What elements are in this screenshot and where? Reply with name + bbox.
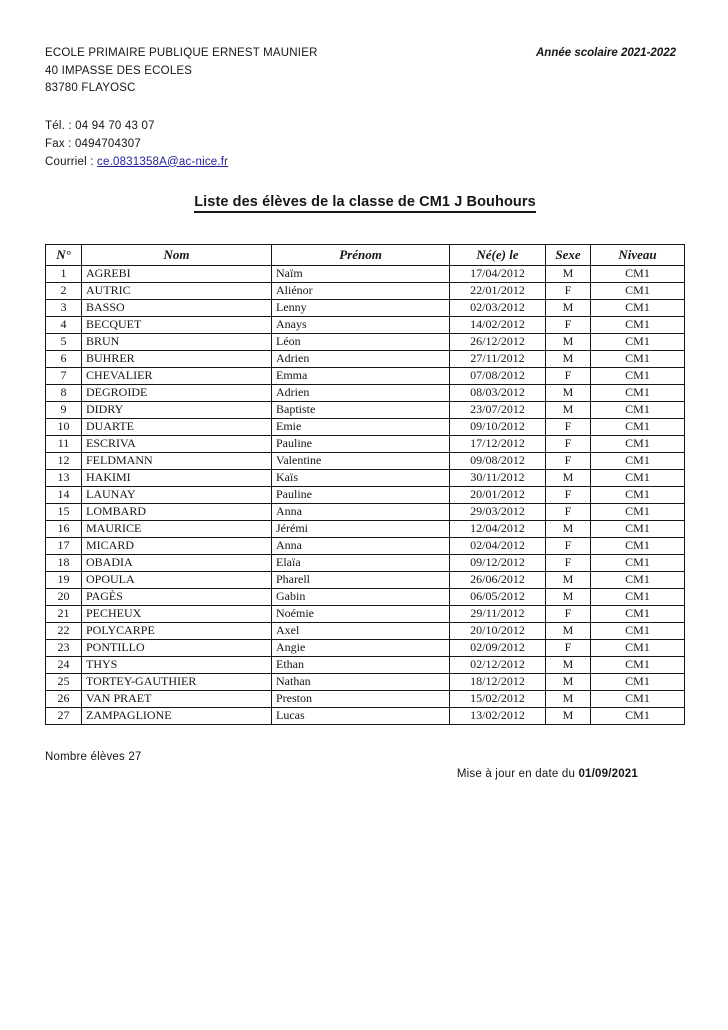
table-row xyxy=(46,639,685,656)
column-header-numero: N° xyxy=(46,244,82,265)
cell-nom: AGREBI xyxy=(82,265,272,282)
cell-prenom: Lenny xyxy=(272,299,450,316)
cell-niveau: CM1 xyxy=(591,452,685,469)
table-row xyxy=(46,350,685,367)
cell-ne-le: 23/07/2012 xyxy=(450,401,546,418)
cell-numero: 5 xyxy=(46,333,82,350)
table-row xyxy=(46,299,685,316)
cell-prenom: Kaïs xyxy=(272,469,450,486)
student-count: Nombre élèves 27 xyxy=(45,750,142,763)
cell-numero: 4 xyxy=(46,316,82,333)
cell-sexe: M xyxy=(546,299,591,316)
cell-sexe: F xyxy=(546,435,591,452)
cell-nom: DIDRY xyxy=(82,401,272,418)
table-row xyxy=(46,571,685,588)
cell-numero: 22 xyxy=(46,622,82,639)
table-row xyxy=(46,605,685,622)
fax-line: Fax : 0494704307 xyxy=(45,137,141,150)
cell-niveau: CM1 xyxy=(591,350,685,367)
cell-ne-le: 26/12/2012 xyxy=(450,333,546,350)
table-row xyxy=(46,520,685,537)
cell-nom: AUTRIC xyxy=(82,282,272,299)
cell-ne-le: 22/01/2012 xyxy=(450,282,546,299)
cell-niveau: CM1 xyxy=(591,333,685,350)
page-title: Liste des élèves de la classe de CM1 J Bouhours xyxy=(194,194,536,213)
email-line xyxy=(45,153,685,171)
cell-nom: PONTILLO xyxy=(82,639,272,656)
cell-numero: 18 xyxy=(46,554,82,571)
cell-niveau: CM1 xyxy=(591,418,685,435)
cell-niveau: CM1 xyxy=(591,690,685,707)
cell-sexe: F xyxy=(546,605,591,622)
table-row xyxy=(46,707,685,724)
document-header xyxy=(45,45,685,98)
cell-niveau: CM1 xyxy=(591,367,685,384)
column-header-ne-le: Né(e) le xyxy=(450,244,546,265)
cell-nom: ESCRIVA xyxy=(82,435,272,452)
table-row xyxy=(46,316,685,333)
table-row xyxy=(46,486,685,503)
table-row xyxy=(46,452,685,469)
page-content xyxy=(45,45,685,780)
cell-numero: 7 xyxy=(46,367,82,384)
cell-nom: CHEVALIER xyxy=(82,367,272,384)
cell-sexe: F xyxy=(546,486,591,503)
cell-prenom: Naïm xyxy=(272,265,450,282)
cell-niveau: CM1 xyxy=(591,384,685,401)
cell-prenom: Lucas xyxy=(272,707,450,724)
table-row xyxy=(46,673,685,690)
cell-ne-le: 30/11/2012 xyxy=(450,469,546,486)
cell-prenom: Elaïa xyxy=(272,554,450,571)
cell-numero: 20 xyxy=(46,588,82,605)
table-row xyxy=(46,503,685,520)
cell-ne-le: 29/03/2012 xyxy=(450,503,546,520)
header-row xyxy=(46,244,685,265)
column-header-niveau: Niveau xyxy=(591,244,685,265)
cell-sexe: M xyxy=(546,265,591,282)
cell-sexe: M xyxy=(546,622,591,639)
school-address-block xyxy=(45,45,318,98)
cell-nom: BECQUET xyxy=(82,316,272,333)
cell-ne-le: 17/04/2012 xyxy=(450,265,546,282)
cell-niveau: CM1 xyxy=(591,656,685,673)
cell-niveau: CM1 xyxy=(591,639,685,656)
cell-niveau: CM1 xyxy=(591,707,685,724)
cell-niveau: CM1 xyxy=(591,486,685,503)
cell-nom: LAUNAY xyxy=(82,486,272,503)
title-wrap xyxy=(45,193,685,213)
cell-numero: 21 xyxy=(46,605,82,622)
cell-numero: 1 xyxy=(46,265,82,282)
cell-nom: BRUN xyxy=(82,333,272,350)
students-table xyxy=(45,244,685,725)
cell-sexe: M xyxy=(546,707,591,724)
cell-niveau: CM1 xyxy=(591,605,685,622)
phone-line: Tél. : 04 94 70 43 07 xyxy=(45,119,155,132)
cell-prenom: Nathan xyxy=(272,673,450,690)
cell-numero: 26 xyxy=(46,690,82,707)
cell-numero: 3 xyxy=(46,299,82,316)
cell-sexe: F xyxy=(546,554,591,571)
email-label: Courriel : xyxy=(45,155,98,168)
updated-date: 01/09/2021 xyxy=(578,767,638,780)
cell-ne-le: 08/03/2012 xyxy=(450,384,546,401)
cell-ne-le: 15/02/2012 xyxy=(450,690,546,707)
cell-sexe: F xyxy=(546,367,591,384)
cell-ne-le: 17/12/2012 xyxy=(450,435,546,452)
cell-sexe: M xyxy=(546,656,591,673)
cell-nom: PECHEUX xyxy=(82,605,272,622)
cell-ne-le: 02/09/2012 xyxy=(450,639,546,656)
cell-niveau: CM1 xyxy=(591,282,685,299)
cell-nom: TORTEY-GAUTHIER xyxy=(82,673,272,690)
cell-numero: 16 xyxy=(46,520,82,537)
cell-numero: 11 xyxy=(46,435,82,452)
cell-ne-le: 20/10/2012 xyxy=(450,622,546,639)
updated-label: Mise à jour en date du xyxy=(456,767,579,780)
cell-sexe: M xyxy=(546,333,591,350)
cell-niveau: CM1 xyxy=(591,537,685,554)
cell-numero: 10 xyxy=(46,418,82,435)
school-year: Année scolaire 2021-2022 xyxy=(535,47,676,59)
table-row xyxy=(46,435,685,452)
cell-nom: OBADIA xyxy=(82,554,272,571)
cell-niveau: CM1 xyxy=(591,316,685,333)
cell-sexe: M xyxy=(546,384,591,401)
cell-sexe: F xyxy=(546,282,591,299)
cell-sexe: M xyxy=(546,401,591,418)
cell-ne-le: 18/12/2012 xyxy=(450,673,546,690)
cell-nom: MICARD xyxy=(82,537,272,554)
school-address-line1: 40 IMPASSE DES ECOLES xyxy=(45,64,193,77)
cell-prenom: Anna xyxy=(272,503,450,520)
table-row xyxy=(46,418,685,435)
table-row xyxy=(46,622,685,639)
cell-niveau: CM1 xyxy=(591,673,685,690)
cell-sexe: M xyxy=(546,520,591,537)
cell-nom: LOMBARD xyxy=(82,503,272,520)
cell-prenom: Axel xyxy=(272,622,450,639)
cell-prenom: Noémie xyxy=(272,605,450,622)
cell-numero: 23 xyxy=(46,639,82,656)
cell-nom: PAGÈS xyxy=(82,588,272,605)
cell-prenom: Pharell xyxy=(272,571,450,588)
cell-nom: DUARTE xyxy=(82,418,272,435)
table-row xyxy=(46,367,685,384)
cell-numero: 19 xyxy=(46,571,82,588)
table-row xyxy=(46,537,685,554)
students-table-head xyxy=(46,244,685,265)
cell-prenom: Adrien xyxy=(272,350,450,367)
cell-numero: 9 xyxy=(46,401,82,418)
cell-ne-le: 02/03/2012 xyxy=(450,299,546,316)
school-address-line2: 83780 FLAYOSC xyxy=(45,82,136,94)
cell-ne-le: 02/04/2012 xyxy=(450,537,546,554)
cell-prenom: Gabin xyxy=(272,588,450,605)
cell-nom: MAURICE xyxy=(82,520,272,537)
cell-prenom: Jérémi xyxy=(272,520,450,537)
cell-prenom: Ethan xyxy=(272,656,450,673)
table-row xyxy=(46,384,685,401)
email-link[interactable]: ce.0831358A@ac-nice.fr xyxy=(97,155,229,168)
cell-prenom: Emie xyxy=(272,418,450,435)
cell-numero: 15 xyxy=(46,503,82,520)
cell-niveau: CM1 xyxy=(591,401,685,418)
table-row xyxy=(46,588,685,605)
table-row xyxy=(46,469,685,486)
cell-sexe: M xyxy=(546,588,591,605)
cell-nom: FELDMANN xyxy=(82,452,272,469)
cell-numero: 27 xyxy=(46,707,82,724)
cell-ne-le: 09/08/2012 xyxy=(450,452,546,469)
table-row xyxy=(46,656,685,673)
cell-niveau: CM1 xyxy=(591,520,685,537)
cell-nom: ZAMPAGLIONE xyxy=(82,707,272,724)
column-header-prenom: Prénom xyxy=(272,244,450,265)
cell-sexe: M xyxy=(546,350,591,367)
cell-ne-le: 09/12/2012 xyxy=(450,554,546,571)
table-row xyxy=(46,554,685,571)
students-table-body xyxy=(46,265,685,724)
cell-ne-le: 02/12/2012 xyxy=(450,656,546,673)
cell-niveau: CM1 xyxy=(591,469,685,486)
cell-sexe: M xyxy=(546,469,591,486)
cell-sexe: M xyxy=(546,571,591,588)
cell-prenom: Emma xyxy=(272,367,450,384)
table-row xyxy=(46,690,685,707)
cell-nom: HAKIMI xyxy=(82,469,272,486)
cell-ne-le: 07/08/2012 xyxy=(450,367,546,384)
cell-ne-le: 09/10/2012 xyxy=(450,418,546,435)
cell-sexe: F xyxy=(546,503,591,520)
cell-prenom: Baptiste xyxy=(272,401,450,418)
table-row xyxy=(46,282,685,299)
column-header-sexe: Sexe xyxy=(546,244,591,265)
cell-prenom: Preston xyxy=(272,690,450,707)
cell-ne-le: 29/11/2012 xyxy=(450,605,546,622)
cell-sexe: F xyxy=(546,418,591,435)
cell-numero: 17 xyxy=(46,537,82,554)
cell-niveau: CM1 xyxy=(591,265,685,282)
cell-prenom: Angie xyxy=(272,639,450,656)
cell-niveau: CM1 xyxy=(591,571,685,588)
cell-numero: 2 xyxy=(46,282,82,299)
cell-niveau: CM1 xyxy=(591,588,685,605)
cell-sexe: F xyxy=(546,316,591,333)
table-row xyxy=(46,265,685,282)
contact-block xyxy=(45,117,685,171)
cell-prenom: Pauline xyxy=(272,435,450,452)
cell-ne-le: 14/02/2012 xyxy=(450,316,546,333)
updated-line xyxy=(45,768,685,780)
cell-ne-le: 13/02/2012 xyxy=(450,707,546,724)
cell-prenom: Adrien xyxy=(272,384,450,401)
cell-ne-le: 12/04/2012 xyxy=(450,520,546,537)
cell-sexe: F xyxy=(546,452,591,469)
cell-prenom: Pauline xyxy=(272,486,450,503)
cell-numero: 14 xyxy=(46,486,82,503)
cell-numero: 24 xyxy=(46,656,82,673)
cell-niveau: CM1 xyxy=(591,435,685,452)
cell-sexe: M xyxy=(546,690,591,707)
column-header-nom: Nom xyxy=(82,244,272,265)
cell-numero: 6 xyxy=(46,350,82,367)
cell-numero: 8 xyxy=(46,384,82,401)
cell-numero: 13 xyxy=(46,469,82,486)
school-name: ECOLE PRIMAIRE PUBLIQUE ERNEST MAUNIER xyxy=(45,47,318,59)
cell-nom: VAN PRAET xyxy=(82,690,272,707)
cell-niveau: CM1 xyxy=(591,554,685,571)
cell-prenom: Aliénor xyxy=(272,282,450,299)
cell-sexe: M xyxy=(546,673,591,690)
table-row xyxy=(46,401,685,418)
cell-numero: 12 xyxy=(46,452,82,469)
cell-nom: BASSO xyxy=(82,299,272,316)
cell-nom: POLYCARPE xyxy=(82,622,272,639)
cell-niveau: CM1 xyxy=(591,622,685,639)
cell-ne-le: 20/01/2012 xyxy=(450,486,546,503)
cell-nom: THYS xyxy=(82,656,272,673)
cell-prenom: Léon xyxy=(272,333,450,350)
cell-prenom: Valentine xyxy=(272,452,450,469)
cell-prenom: Anna xyxy=(272,537,450,554)
cell-ne-le: 27/11/2012 xyxy=(450,350,546,367)
cell-niveau: CM1 xyxy=(591,299,685,316)
cell-sexe: F xyxy=(546,537,591,554)
cell-niveau: CM1 xyxy=(591,503,685,520)
cell-nom: DEGROIDE xyxy=(82,384,272,401)
cell-nom: BUHRER xyxy=(82,350,272,367)
cell-prenom: Anays xyxy=(272,316,450,333)
cell-nom: OPOULA xyxy=(82,571,272,588)
cell-sexe: F xyxy=(546,639,591,656)
table-row xyxy=(46,333,685,350)
cell-ne-le: 06/05/2012 xyxy=(450,588,546,605)
cell-ne-le: 26/06/2012 xyxy=(450,571,546,588)
cell-numero: 25 xyxy=(46,673,82,690)
